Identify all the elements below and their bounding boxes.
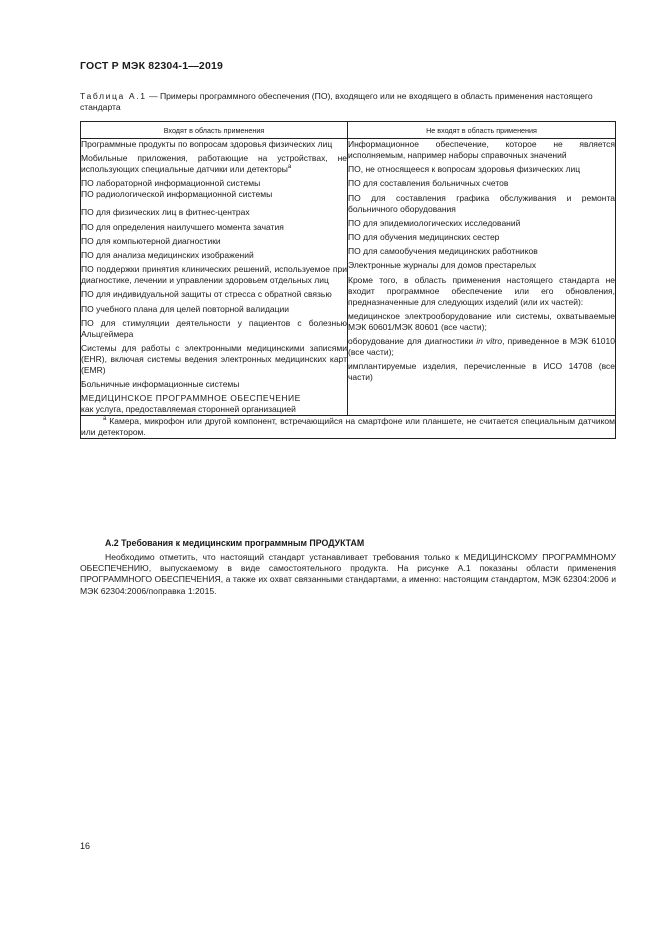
header-in-scope: Входят в область применения xyxy=(81,122,348,139)
out-of-scope-cell xyxy=(348,139,616,416)
list-item: ПО учебного плана для целей повторной валидации xyxy=(81,303,290,314)
list-item: ПО для стимуляции деятельности у пациентов с болезнью Альцгеймера xyxy=(81,317,347,339)
list-item: ПО, не относящееся к вопросам здоровья физических лиц xyxy=(348,164,581,175)
footnote-marker: a xyxy=(103,416,107,423)
list-item: медицинское электрооборудование или системы, охватываемые МЭК 60601/МЭК 80601 (все части); xyxy=(348,310,615,332)
list-item-text: оборудование для диагностики xyxy=(348,335,474,346)
list-item-italic: in vitro xyxy=(476,335,503,346)
list-item: Системы для работы с электронными медицинскими записями (EHR), включая системы ведения электронных медицинских карт (EMR) xyxy=(81,342,347,375)
list-item: ПО для обучения медицинских сестер xyxy=(348,231,500,242)
list-item: ПО для составления больничных счетов xyxy=(348,178,509,189)
document-header: ГОСТ Р МЭК 82304-1—2019 xyxy=(80,60,224,72)
caption-text: — Примеры программного обеспечения (ПО), входящего или не входящего в область применения настоящего стандарта xyxy=(80,91,593,113)
list-item: как услуга, предоставляемая сторонней организацией xyxy=(81,404,296,415)
list-item: ПО лабораторной информационной системы xyxy=(81,178,261,189)
list-item: МЕДИЦИНСКОЕ ПРОГРАММНОЕ ОБЕСПЕЧЕНИЕ xyxy=(81,393,301,404)
list-item xyxy=(348,336,615,358)
list-item: ПО для самообучения медицинских работников xyxy=(348,246,538,257)
page-number: 16 xyxy=(80,841,91,851)
list-item: ПО для индивидуальной защиты от стресса с обратной связью xyxy=(81,289,332,300)
list-item-text: , приведенное в МЭК 61010 (все части); xyxy=(348,335,615,357)
footnote-cell xyxy=(81,416,616,439)
list-item: ПО для эпидемиологических исследований xyxy=(348,217,521,228)
list-item: ПО поддержки принятия клинических решений, используемое при диагностике, лечении и управлении здоровьем отдельных лиц xyxy=(81,264,347,286)
section-title: А.2 Требования к медицинским программным ПРОДУКТАМ xyxy=(105,538,365,548)
header-out-of-scope: Не входят в область применения xyxy=(348,122,616,139)
list-item: ПО радиологической информационной системы xyxy=(81,189,273,200)
footnote-text: Камера, микрофон или другой компонент, встречающийся на смартфоне или планшете, не считается специальным датчиком или детектором. xyxy=(81,416,615,438)
list-item: Информационное обеспечение, которое не является исполняемым, например наборы справочных значений xyxy=(348,139,615,160)
list-item: ПО для компьютерной диагностики xyxy=(81,235,221,246)
section-paragraph: Необходимо отметить, что настоящий стандарт устанавливает требования только к МЕДИЦИНСКОМУ ПРОГРАММНОМУ ОБЕСПЕЧЕНИЮ, выпускаемому в виде самостоятельного продукта. На рисунке А.1 показаны области применения ПРОГРАММНОГО ОБЕСПЕЧЕНИЯ, а также их охват связанными стандартами, а именно: настоящим стандартом, МЭК 62304:2006 и МЭК 62304:2006/поправка 1:2015. xyxy=(80,552,616,596)
footnote-marker: a xyxy=(287,164,292,171)
in-scope-cell xyxy=(81,139,348,416)
list-item: Больничные информационные системы xyxy=(81,379,240,390)
list-item: ПО для определения наилучшего момента зачатия xyxy=(81,221,284,232)
table-body-row xyxy=(81,139,616,416)
list-item-text: Мобильные приложения, работающие на устройствах, не использующих специальные датчики или детекторы xyxy=(81,153,347,175)
caption-label: Таблица А.1 xyxy=(80,91,147,101)
table-caption xyxy=(80,91,620,113)
list-item: Электронные журналы для домов престарелых xyxy=(348,260,537,271)
footnote xyxy=(81,416,615,438)
table-footnote-row xyxy=(81,416,616,439)
table-header-row xyxy=(81,122,616,139)
list-item: имплантируемые изделия, перечисленные в ИСО 14708 (все части) xyxy=(348,361,615,383)
list-item xyxy=(81,153,347,175)
list-item: Программные продукты по вопросам здоровья физических лиц xyxy=(81,139,333,149)
list-item: ПО для физических лиц в фитнес-центрах xyxy=(81,207,250,218)
software-examples-table xyxy=(80,121,616,439)
list-item: Кроме того, в область применения настоящего стандарта не входит программное обеспечение или его обновления, предназначенные для следующих изделий (или их частей): xyxy=(348,274,615,307)
list-item: ПО для составления графика обслуживания и ремонта больничного оборудования xyxy=(348,192,615,214)
list-item: ПО для анализа медицинских изображений xyxy=(81,249,254,260)
